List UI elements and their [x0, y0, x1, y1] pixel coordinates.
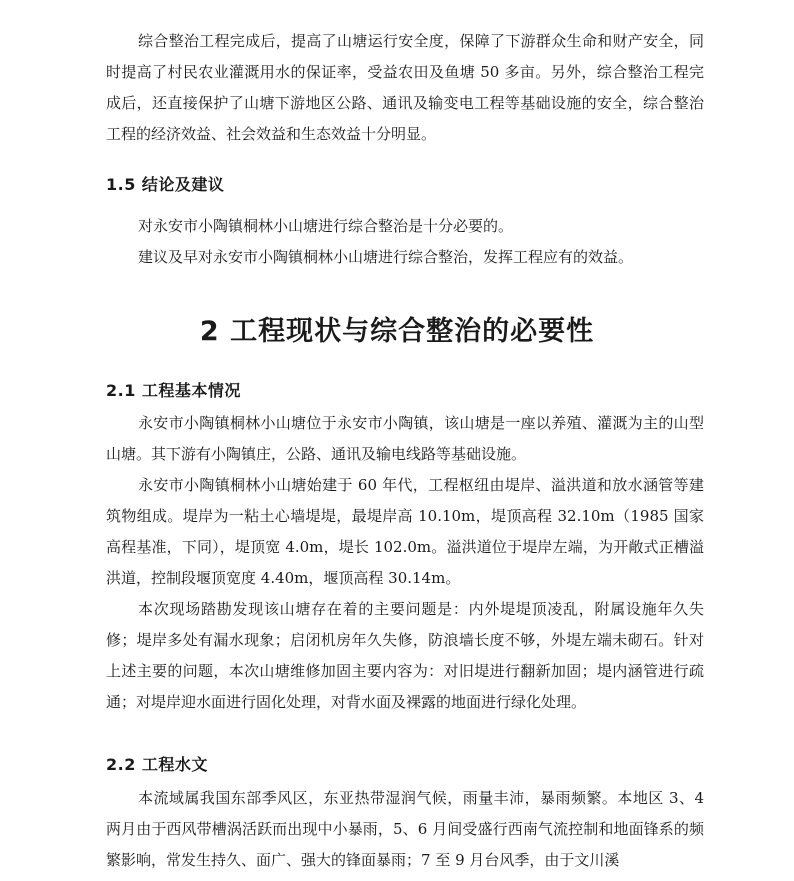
heading-2-2: 2.2 工程水文: [106, 755, 208, 774]
paragraph-location: 永安市小陶镇桐林小山塘位于永安市小陶镇，该山塘是一座以养殖、灌溉为主的山型山塘。其下游有小陶镇庄，公路、通讯及输电线路等基础设施。: [106, 414, 704, 463]
paragraph-problems: 本次现场踏勘发现该山塘存在着的主要问题是：内外堤堤顶凌乱，附属设施年久失修；堤岸多处有漏水现象；启闭机房年久失修，防浪墙长度不够，外堤左端未砌石。针对上述主要的问题，本次山塘维修加固主要内容为：对旧堤进行翻新加固；堤内涵管进行疏通；对堤岸迎水面进行固化处理，对背水面及裸露的地面进行绿化处理。: [106, 600, 704, 711]
heading-1-5: 1.5 结论及建议: [106, 175, 225, 194]
paragraph-hydrology: 本流域属我国东部季风区，东亚热带湿润气候，雨量丰沛，暴雨频繁。本地区 3、4 两月由于西风带槽涡活跃而出现中小暴雨，5、6 月间受盛行西南气流控制和地面锋系的频繁影响，常发生持久、面广、强大的锋面暴雨；7 至 9 月台风季，由于文川溪: [106, 789, 704, 869]
conclusion-line-1: 对永安市小陶镇桐林小山塘进行综合整治是十分必要的。: [138, 217, 514, 235]
conclusion-line-2: 建议及早对永安市小陶镇桐林小山塘进行综合整治，发挥工程应有的效益。: [138, 248, 634, 266]
paragraph-structure: 永安市小陶镇桐林小山塘始建于 60 年代，工程枢纽由堤岸、溢洪道和放水涵管等建筑物组成。堤岸为一粘土心墙堤堤，最堤岸高 10.10m，堤顶高程 32.10m（1985 国家高程基准，下同），堤顶宽 4.0m，堤长 102.0m。溢洪道位于堤岸左端，为开敞式正槽溢洪道，控制段堰顶宽度 4.40m，堰顶高程 30.14m。: [106, 476, 704, 587]
chapter-2-title: 2 工程现状与综合整治的必要性: [199, 316, 595, 347]
heading-2-1: 2.1 工程基本情况: [106, 381, 241, 400]
paragraph-benefits: 综合整治工程完成后，提高了山塘运行安全度，保障了下游群众生命和财产安全，同时提高了村民农业灌溉用水的保证率，受益农田及鱼塘 50 多亩。另外，综合整治工程完成后，还直接保护了山塘下游地区公路、通讯及输变电工程等基础设施的安全，综合整治工程的经济效益、社会效益和生态效益十分明显。: [106, 32, 704, 143]
